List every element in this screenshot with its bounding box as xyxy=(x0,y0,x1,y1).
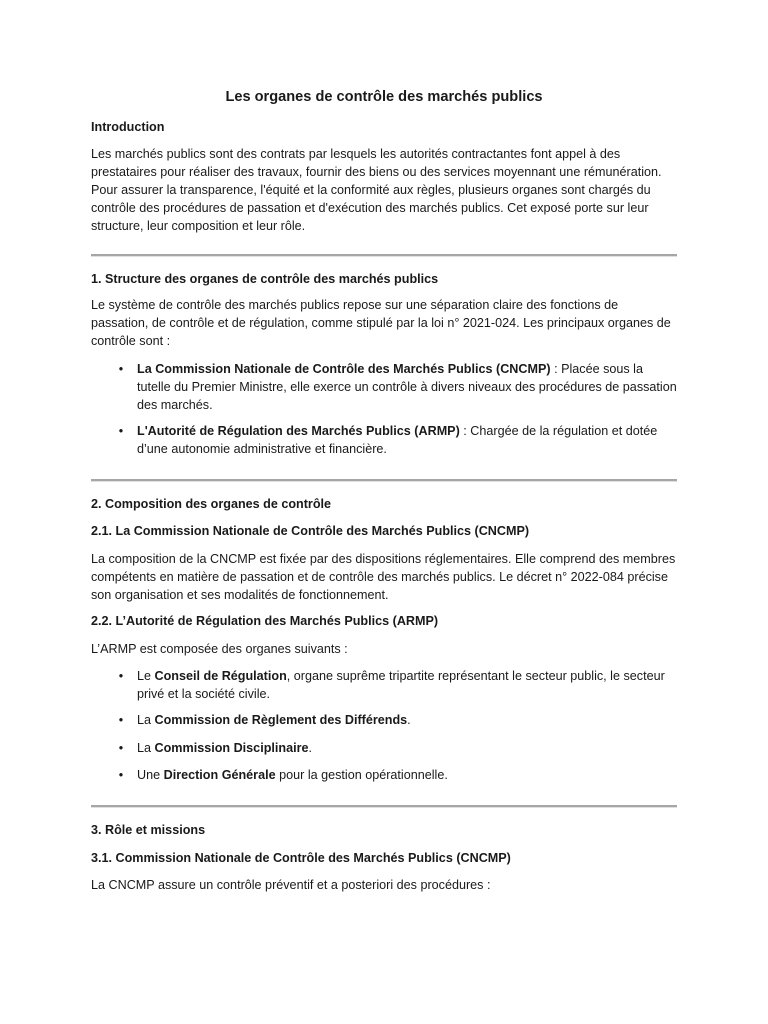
section-3-heading: 3. Rôle et missions xyxy=(91,823,206,837)
list-item-prefix: La xyxy=(137,741,155,755)
list-item-bold: Commission Disciplinaire xyxy=(154,741,309,755)
list-item xyxy=(118,422,677,458)
bullet-icon: • xyxy=(118,424,124,438)
list-item-text: : Chargée de la régulation et dotée d’une autonomie administrative et financière. xyxy=(137,424,658,456)
list-item-text: pour la gestion opérationnelle. xyxy=(275,768,448,782)
section-1-paragraph: Le système de contrôle des marchés publics repose sur une séparation claire des fonctions de passation, de contrôle et de régulation, comme stipulé par la loi n° 2021-024. Les principaux organes de contrôle sont : xyxy=(91,298,671,348)
section-2-2-paragraph: L’ARMP est composée des organes suivants : xyxy=(91,642,348,656)
section-divider xyxy=(91,254,677,257)
list-item-text: : Placée sous la tutelle du Premier Ministre, elle exerce un contrôle à divers niveaux des procédures de passation des marchés. xyxy=(137,362,677,412)
section-divider xyxy=(91,479,677,482)
list-item xyxy=(118,360,677,414)
list-item xyxy=(118,667,677,703)
list-item-bold: L'Autorité de Régulation des Marchés Publics (ARMP) xyxy=(137,424,460,438)
list-item-bold: La Commission Nationale de Contrôle des Marchés Publics (CNCMP) xyxy=(137,362,551,376)
list-item-prefix: La xyxy=(137,713,155,727)
list-item-text: , organe suprême tripartite représentant le secteur public, le secteur privé et la société civile. xyxy=(137,669,665,701)
list-item xyxy=(118,766,677,784)
section-divider xyxy=(91,805,677,808)
bullet-icon: • xyxy=(118,362,124,376)
list-item-prefix: Le xyxy=(137,669,155,683)
bullet-icon: • xyxy=(118,713,124,727)
bullet-icon: • xyxy=(118,669,124,683)
list-item xyxy=(118,711,677,729)
list-item-bold: Conseil de Régulation xyxy=(154,669,287,683)
section-3-1-heading: 3.1. Commission Nationale de Contrôle des Marchés Publics (CNCMP) xyxy=(91,851,511,865)
list-item-bold: Commission de Règlement des Différends xyxy=(154,713,408,727)
section-2-1-paragraph: La composition de la CNCMP est fixée par des dispositions réglementaires. Elle comprend des membres compétents en matière de passation et de contrôle des marchés publics. Le décret n° 2022-084 précise son organisation et ses modalités de fonctionnement. xyxy=(91,552,676,602)
bullet-icon: • xyxy=(118,768,124,782)
intro-paragraph: Les marchés publics sont des contrats par lesquels les autorités contractantes font appel à des prestataires pour réaliser des travaux, fournir des biens ou des services moyennant une rémunération. Pour assurer la transparence, l'équité et la conformité aux règles, plusieurs organes sont chargés du contrôle des procédures de passation et d'exécution des marchés publics. Cet exposé porte sur leur structure, leur composition et leur rôle. xyxy=(91,147,662,233)
section-2-1-heading: 2.1. La Commission Nationale de Contrôle des Marchés Publics (CNCMP) xyxy=(91,524,530,538)
list-item xyxy=(118,739,677,757)
section-2-2-heading: 2.2. L’Autorité de Régulation des Marchés Publics (ARMP) xyxy=(91,614,439,628)
list-item-text: . xyxy=(308,741,312,755)
section-1-heading: 1. Structure des organes de contrôle des marchés publics xyxy=(91,272,439,286)
list-item-bold: Direction Générale xyxy=(163,768,276,782)
section-2-heading: 2. Composition des organes de contrôle xyxy=(91,497,332,511)
document-title: Les organes de contrôle des marchés publics xyxy=(225,89,543,105)
bullet-icon: • xyxy=(118,741,124,755)
list-item-text: . xyxy=(407,713,411,727)
section-3-1-paragraph: La CNCMP assure un contrôle préventif et a posteriori des procédures : xyxy=(91,878,491,892)
intro-heading: Introduction xyxy=(91,120,165,134)
list-item-prefix: Une xyxy=(137,768,164,782)
